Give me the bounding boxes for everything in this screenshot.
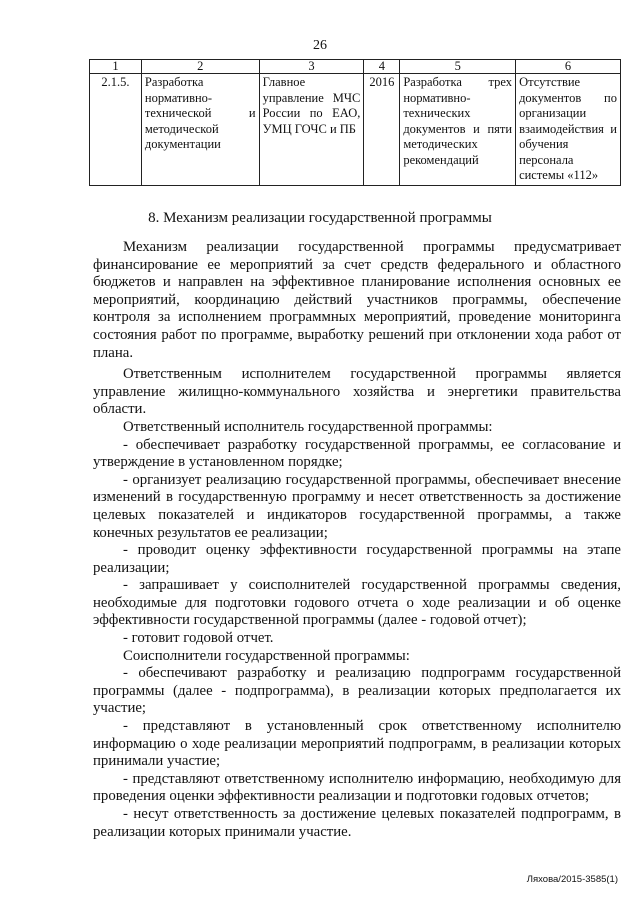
list-item: - обеспечивает разработку государственной программы, ее согласование и утверждение в установленном порядке;	[93, 436, 621, 471]
measures-table	[89, 59, 621, 186]
list-item: - проводит оценку эффективности государственной программы на этапе реализации;	[93, 542, 621, 576]
list-item: - организует реализацию государственной программы, обеспечивает внесение изменений в государственную программу и несет ответственность за достижение целевых показателей и индикаторов государственной программы, а также конечных результатов ее реализации;	[93, 471, 621, 541]
cell-activity: Разработка нормативно-технической и методической документации	[141, 74, 259, 186]
list-item: - представляют в установленный срок ответственному исполнителю информацию о ходе реализации мероприятий подпрограмм, в реализации которых принимали участие;	[93, 718, 621, 770]
page-number: 26	[313, 38, 327, 53]
table-header-cell: 3	[259, 60, 364, 74]
table-header-cell: 5	[400, 60, 516, 74]
list-item: - обеспечивают разработку и реализацию подпрограмм государственной программы (далее - подпрограмма), в реализации которых предполагается их участие;	[93, 665, 621, 717]
section-title: 8. Механизм реализации государственной программы	[148, 210, 492, 226]
document-code: Ляхова/2015-3585(1)	[526, 874, 618, 885]
section-body	[93, 239, 621, 841]
paragraph: Ответственным исполнителем государственной программы является управление жилищно-коммунального хозяйства и энергетики правительства области.	[93, 366, 621, 418]
table-header-cell: 6	[516, 60, 621, 74]
table-header-cell: 1	[90, 60, 142, 74]
table-header-cell: 4	[364, 60, 400, 74]
paragraph: Механизм реализации государственной программы предусматривает финансирование ее мероприятий за счет средств федерального и областного бюджетов и направлен на эффективное планирование исполнения основных ее мероприятий, координацию действий участников программы, обеспечение контроля за исполнением программных мероприятий, проведение мониторинга состояния работ по программе, выработку решений при отклонении хода работ от плана.	[93, 239, 621, 361]
paragraph: Ответственный исполнитель государственной программы:	[123, 418, 493, 435]
cell-year: 2016	[364, 74, 400, 186]
paragraph: Соисполнители государственной программы:	[123, 647, 410, 664]
list-item: - готовит годовой отчет.	[123, 630, 274, 647]
list-item: - запрашивает у соисполнителей государственной программы сведения, необходимые для подготовки годового отчета о ходе реализации и об оценке эффективности государственной программы (далее - годовой отчет);	[93, 577, 621, 629]
cell-executor: Главное управление МЧС России по ЕАО, УМЦ ГОЧС и ПБ	[259, 74, 364, 186]
list-item: - представляют ответственному исполнителю информацию, необходимую для проведения оценки эффективности реализации и подготовки годовых отчетов;	[93, 770, 621, 805]
table-header-row	[90, 60, 621, 74]
cell-result: Разработка трех нормативно-технических документов и пяти методических рекомендаций	[400, 74, 516, 186]
cell-consequences: Отсутствие документов по организации взаимодействия и обучения персонала системы «112»	[516, 74, 621, 186]
table-header-cell: 2	[141, 60, 259, 74]
list-item: - несут ответственность за достижение целевых показателей подпрограмм, в реализации которых принимали участие.	[93, 806, 621, 840]
cell-item-number: 2.1.5.	[90, 74, 142, 186]
table-row	[90, 74, 621, 186]
